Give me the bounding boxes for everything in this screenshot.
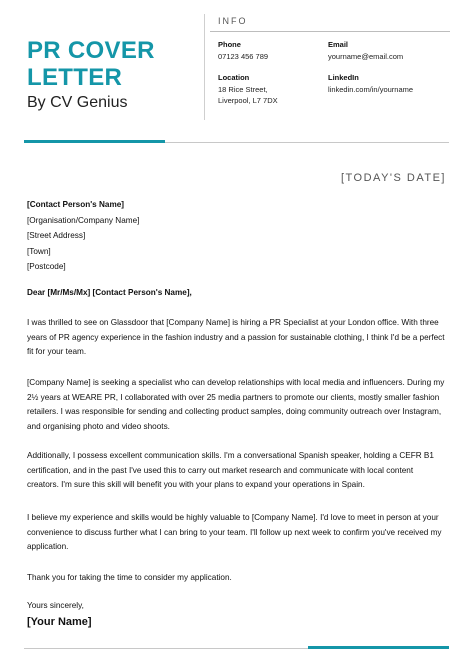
paragraph-3: Additionally, I possess excellent communication skills. I'm a conversational Spanish speaker, holding a CEFR B1 certification, and in the past I've used this to carry out market research and communicate with local content creators. I'm sure this skill will benefit you with your plans to expand your operations in Spain.: [27, 451, 434, 489]
letter-date: [TODAY'S DATE]: [340, 172, 446, 184]
email-value: yourname@email.com: [328, 52, 404, 61]
phone-label: Phone: [218, 40, 241, 49]
document-subtitle: By CV Genius: [27, 94, 128, 111]
location-label: Location: [218, 73, 250, 82]
paragraph-2: [Company Name] is seeking a specialist who can develop relationships with local media and influencers. During my 2½ years at WEARE PR, I collaborated with over 25 media partners to promote our clients, mostly smaller fashion retailers. I was responsible for sending and collecting product samples, doing community outreach over Instagram, and organising photo and video shoots.: [27, 378, 445, 431]
recipient-block: [27, 197, 139, 275]
document-title: [27, 37, 155, 91]
linkedin-label: LinkedIn: [328, 73, 359, 82]
address-line-2: Liverpool, L7 7DX: [218, 96, 278, 105]
info-heading: INFO: [218, 16, 248, 26]
linkedin-value: linkedin.com/in/yourname: [328, 85, 414, 94]
email-label: Email: [328, 40, 349, 49]
recipient-town: [Town]: [27, 246, 51, 256]
address-line-1: 18 Rice Street,: [218, 85, 268, 94]
paragraph-5: Thank you for taking the time to consider my application.: [27, 573, 232, 582]
salutation: Dear [Mr/Ms/Mx] [Contact Person's Name],: [27, 288, 192, 297]
recipient-name: [Contact Person's Name]: [27, 200, 125, 209]
recipient-postcode: [Postcode]: [27, 262, 66, 271]
recipient-company: [Organisation/Company Name]: [27, 215, 140, 225]
title-line-2: LETTER: [27, 64, 123, 91]
closing: Yours sincerely,: [27, 601, 84, 610]
title-line-1: PR COVER: [27, 37, 155, 64]
footer-accent-bar: [308, 646, 449, 649]
info-rule: [210, 31, 450, 32]
signature-name: [Your Name]: [27, 616, 92, 628]
header-accent-bar: [24, 140, 165, 143]
paragraph-4: I believe my experience and skills would be highly valuable to [Company Name]. I'd love to meet in person at your convenience to discuss further what I can bring to your team. I'll follow up next week to confirm you've received my application.: [27, 513, 442, 551]
recipient-street: [Street Address]: [27, 231, 86, 240]
header-divider: [204, 14, 205, 120]
phone-value: 07123 456 789: [218, 52, 269, 61]
paragraph-1: I was thrilled to see on Glassdoor that [Company Name] is hiring a PR Specialist at your London office. With three years of PR agency experience in the fashion industry and a passion for sustainable clothing, I think I'd be a perfect fit for your team.: [27, 318, 445, 356]
